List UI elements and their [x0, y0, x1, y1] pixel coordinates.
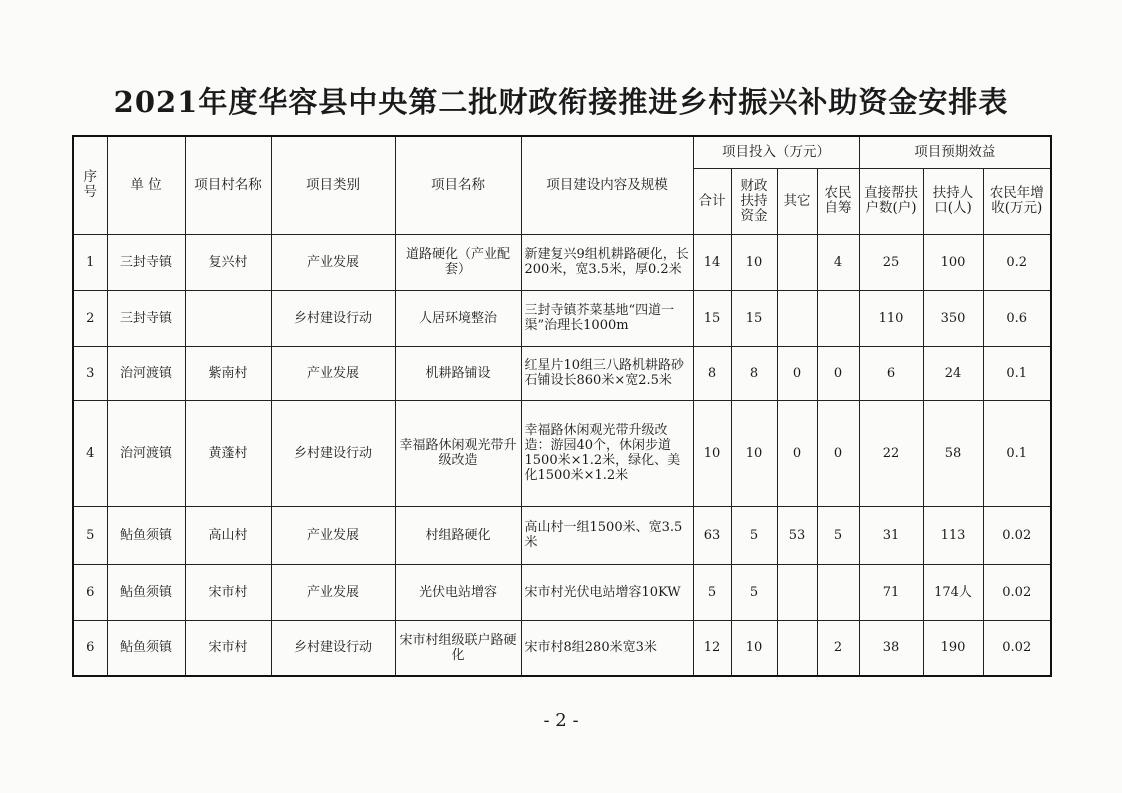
cell-category: 产业发展: [271, 506, 395, 564]
cell-households: 71: [859, 564, 923, 620]
cell-households: 31: [859, 506, 923, 564]
table-row: [73, 290, 1051, 346]
cell-people: 100: [923, 234, 983, 290]
cell-content: 宋市村光伏电站增容10KW: [521, 564, 693, 620]
cell-fiscal: 10: [731, 400, 777, 506]
cell-unit: 鲇鱼须镇: [107, 564, 185, 620]
table-row: [73, 564, 1051, 620]
cell-seq: 1: [73, 234, 107, 290]
cell-category: 乡村建设行动: [271, 620, 395, 676]
cell-households: 38: [859, 620, 923, 676]
header-unit: 单 位: [107, 136, 185, 234]
header-households: 直接帮扶户数(户): [859, 168, 923, 234]
cell-fiscal: 10: [731, 620, 777, 676]
cell-village: 复兴村: [185, 234, 271, 290]
header-name: 项目名称: [395, 136, 521, 234]
cell-village: 宋市村: [185, 564, 271, 620]
cell-name: 光伏电站增容: [395, 564, 521, 620]
cell-unit: 治河渡镇: [107, 346, 185, 400]
cell-category: 乡村建设行动: [271, 400, 395, 506]
cell-income: 0.02: [983, 506, 1051, 564]
cell-farmer: 0: [817, 346, 859, 400]
cell-content: 宋市村8组280米宽3米: [521, 620, 693, 676]
cell-farmer: 4: [817, 234, 859, 290]
cell-total: 10: [693, 400, 731, 506]
cell-farmer: 0: [817, 400, 859, 506]
cell-content: 红星片10组三八路机耕路砂石铺设长860米×宽2.5米: [521, 346, 693, 400]
cell-other: [777, 564, 817, 620]
header-investment-group: 项目投入（万元）: [693, 136, 859, 168]
cell-content: 三封寺镇芥菜基地“四道一渠”治理长1000m: [521, 290, 693, 346]
cell-content: 幸福路休闲观光带升级改造：游园40个，休闲步道1500米×1.2米，绿化、美化1500米×1.2米: [521, 400, 693, 506]
header-category: 项目类别: [271, 136, 395, 234]
cell-content: 高山村一组1500米、宽3.5米: [521, 506, 693, 564]
header-fiscal: 财政扶持资金: [731, 168, 777, 234]
cell-people: 24: [923, 346, 983, 400]
cell-total: 5: [693, 564, 731, 620]
table-row: [73, 506, 1051, 564]
cell-village: 紫南村: [185, 346, 271, 400]
cell-people: 58: [923, 400, 983, 506]
cell-total: 15: [693, 290, 731, 346]
cell-farmer: [817, 290, 859, 346]
header-seq: 序号: [73, 136, 107, 234]
fund-allocation-table: [72, 135, 1052, 677]
cell-households: 6: [859, 346, 923, 400]
cell-name: 道路硬化（产业配套）: [395, 234, 521, 290]
header-income: 农民年增收(万元): [983, 168, 1051, 234]
cell-village: [185, 290, 271, 346]
page-number: - 2 -: [543, 710, 579, 731]
cell-name: 机耕路铺设: [395, 346, 521, 400]
cell-households: 22: [859, 400, 923, 506]
cell-unit: 治河渡镇: [107, 400, 185, 506]
cell-households: 25: [859, 234, 923, 290]
cell-fiscal: 5: [731, 564, 777, 620]
header-people: 扶持人口(人): [923, 168, 983, 234]
cell-people: 174人: [923, 564, 983, 620]
cell-other: [777, 234, 817, 290]
cell-farmer: 2: [817, 620, 859, 676]
header-content: 项目建设内容及规模: [521, 136, 693, 234]
header-total: 合计: [693, 168, 731, 234]
cell-income: 0.02: [983, 620, 1051, 676]
cell-unit: 鲇鱼须镇: [107, 620, 185, 676]
cell-fiscal: 5: [731, 506, 777, 564]
cell-seq: 6: [73, 620, 107, 676]
cell-seq: 2: [73, 290, 107, 346]
cell-fiscal: 15: [731, 290, 777, 346]
cell-category: 产业发展: [271, 564, 395, 620]
cell-unit: 三封寺镇: [107, 234, 185, 290]
cell-people: 113: [923, 506, 983, 564]
cell-category: 产业发展: [271, 346, 395, 400]
table-row: [73, 234, 1051, 290]
header-village: 项目村名称: [185, 136, 271, 234]
cell-income: 0.02: [983, 564, 1051, 620]
cell-content: 新建复兴9组机耕路硬化，长200米，宽3.5米，厚0.2米: [521, 234, 693, 290]
cell-farmer: 5: [817, 506, 859, 564]
cell-other: 0: [777, 400, 817, 506]
cell-income: 0.2: [983, 234, 1051, 290]
cell-village: 高山村: [185, 506, 271, 564]
cell-other: [777, 620, 817, 676]
cell-fiscal: 10: [731, 234, 777, 290]
cell-income: 0.1: [983, 400, 1051, 506]
cell-name: 村组路硬化: [395, 506, 521, 564]
cell-category: 产业发展: [271, 234, 395, 290]
document-title: 2021年度华容县中央第二批财政衔接推进乡村振兴补助资金安排表: [113, 85, 1009, 119]
header-benefit-group: 项目预期效益: [859, 136, 1051, 168]
cell-total: 14: [693, 234, 731, 290]
cell-farmer: [817, 564, 859, 620]
cell-fiscal: 8: [731, 346, 777, 400]
header-farmer: 农民自筹: [817, 168, 859, 234]
cell-households: 110: [859, 290, 923, 346]
cell-seq: 5: [73, 506, 107, 564]
cell-total: 8: [693, 346, 731, 400]
cell-income: 0.6: [983, 290, 1051, 346]
cell-unit: 三封寺镇: [107, 290, 185, 346]
header-other: 其它: [777, 168, 817, 234]
cell-other: 0: [777, 346, 817, 400]
cell-village: 宋市村: [185, 620, 271, 676]
cell-other: 53: [777, 506, 817, 564]
cell-other: [777, 290, 817, 346]
cell-total: 12: [693, 620, 731, 676]
cell-income: 0.1: [983, 346, 1051, 400]
cell-name: 幸福路休闲观光带升级改造: [395, 400, 521, 506]
table-row: [73, 346, 1051, 400]
cell-seq: 4: [73, 400, 107, 506]
cell-seq: 3: [73, 346, 107, 400]
cell-seq: 6: [73, 564, 107, 620]
table-row: [73, 620, 1051, 676]
cell-village: 黄蓬村: [185, 400, 271, 506]
cell-category: 乡村建设行动: [271, 290, 395, 346]
cell-name: 人居环境整治: [395, 290, 521, 346]
cell-unit: 鲇鱼须镇: [107, 506, 185, 564]
cell-people: 350: [923, 290, 983, 346]
cell-people: 190: [923, 620, 983, 676]
cell-name: 宋市村组级联户路硬化: [395, 620, 521, 676]
table-row: [73, 400, 1051, 506]
cell-total: 63: [693, 506, 731, 564]
